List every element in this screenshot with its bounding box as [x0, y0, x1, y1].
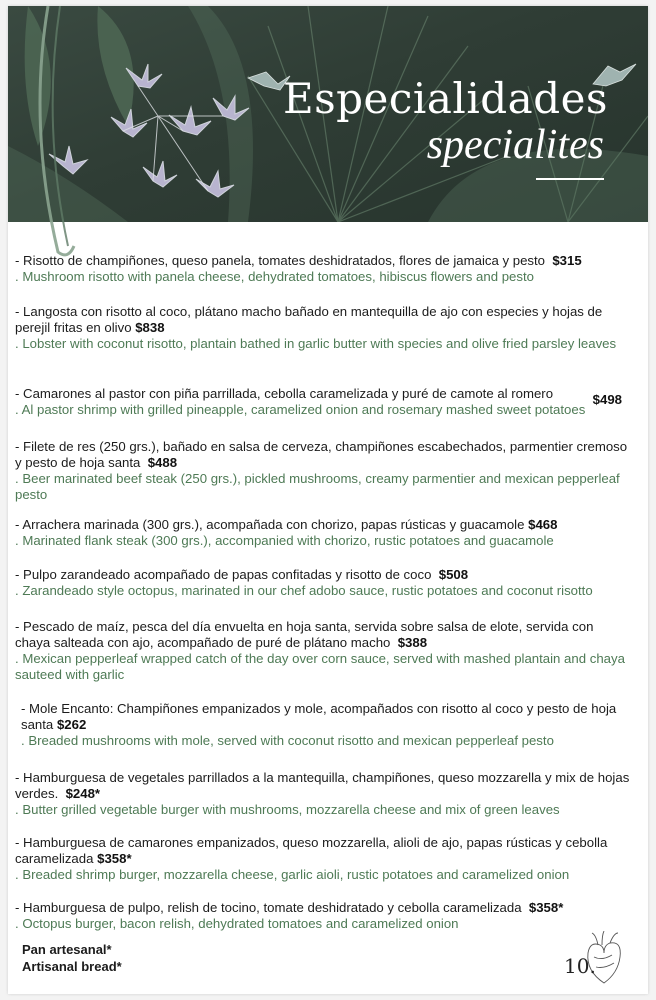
bread-note [22, 941, 122, 975]
item-description-en: . Zarandeado style octopus, marinated in our chef adobo sauce, rustic potatoes and coconut risotto [15, 583, 593, 598]
item-description-en: . Breaded mushrooms with mole, served with coconut risotto and mexican pepperleaf pesto [21, 733, 554, 748]
menu-item [15, 386, 630, 418]
item-price: $468 [528, 517, 558, 532]
item-description-es: - Camarones al pastor con piña parrillada, cebolla caramelizada y puré de camote al romero $498 [15, 386, 622, 407]
item-description-en: . Butter grilled vegetable burger with mushrooms, mozzarella cheese and mix of green leaves [15, 802, 560, 817]
item-description-en: . Octopus burger, bacon relish, dehydrated tomatoes and caramelized onion [15, 916, 459, 931]
item-description-es: - Pulpo zarandeado acompañado de papas confitadas y risotto de coco $508 [15, 567, 469, 582]
item-description-es: - Hamburguesa de pulpo, relish de tocino, tomate deshidratado y cebolla caramelizada $358* [15, 900, 564, 915]
header-banner [8, 6, 648, 222]
item-price: $358* [528, 900, 564, 915]
title-underline [536, 178, 604, 180]
item-price: $838 [135, 320, 165, 335]
menu-item [15, 835, 630, 883]
menu-item [15, 900, 630, 932]
bread-note-en: Artisanal bread* [22, 959, 122, 974]
item-description-en: . Mexican pepperleaf wrapped catch of the day over corn sauce, served with mashed plantain and chaya sauteed with garlic [15, 651, 625, 682]
page-title: Especialidades [282, 74, 608, 123]
menu-item [15, 619, 630, 683]
menu-item [21, 701, 629, 749]
item-description-en: . Marinated flank steak (300 grs.), accompanied with chorizo, rustic potatoes and guacamole [15, 533, 554, 548]
menu-page [8, 6, 648, 994]
item-description-es: - Mole Encanto: Champiñones empanizados y mole, acompañados con risotto al coco y pesto de hoja santa $262 [21, 701, 617, 732]
item-description-en: . Lobster with coconut risotto, plantain bathed in garlic butter with species and olive fried parsley leaves [15, 336, 617, 351]
item-description-en: . Beer marinated beef steak (250 grs.), pickled mushrooms, creamy parmentier and mexican pepperleaf pesto [15, 471, 620, 502]
item-price: $388 [397, 635, 428, 650]
item-description-en: . Breaded shrimp burger, mozzarella cheese, garlic aioli, rustic potatoes and caramelized onion [15, 867, 570, 882]
bread-note-es: Pan artesanal* [22, 942, 112, 957]
item-description-es: - Filete de res (250 grs.), bañado en salsa de cerveza, champiñones escabechados, parmentier cremoso y pesto de hoja santa $488 [15, 439, 628, 470]
item-price: $498 [592, 392, 622, 407]
item-description-es: - Hamburguesa de camarones empanizados, queso mozzarella, alioli de ajo, papas rústicas y cebolla caramelizada $358* [15, 835, 608, 866]
item-description-es: - Pescado de maíz, pesca del día envuelta en hoja santa, servida sobre salsa de elote, servida con chaya salteada con ajo, acompañado de puré de plátano macho $388 [15, 619, 594, 650]
item-description-es: - Langosta con risotto al coco, plátano macho bañado en mantequilla de ajo con especies y hojas de perejil fritas en olivo $838 [15, 304, 603, 335]
menu-item [15, 770, 630, 818]
item-price: $248* [65, 786, 101, 801]
item-price: $488 [147, 455, 178, 470]
item-description-en: . Al pastor shrimp with grilled pineapple, caramelized onion and rosemary mashed sweet potatoes [15, 402, 586, 417]
item-description-es: - Risotto de champiñones, queso panela, tomates deshidratados, flores de jamaica y pesto $315 [15, 253, 582, 268]
item-price: $508 [438, 567, 469, 582]
item-price: $262 [56, 717, 87, 732]
menu-item [15, 439, 630, 503]
menu-item [15, 517, 630, 549]
menu-item [15, 567, 630, 599]
item-description-es: - Arrachera marinada (300 grs.), acompañada con chorizo, papas rústicas y guacamole $468 [15, 517, 558, 532]
menu-item [15, 253, 630, 285]
page-subtitle: specialites [426, 122, 604, 168]
item-price: $358* [97, 851, 132, 866]
item-description-es: - Hamburguesa de vegetales parrillados a la mantequilla, champiñones, queso mozzarella y mix de hojas verdes. $248* [15, 770, 630, 801]
page-number: 10. [564, 954, 596, 978]
menu-item [15, 304, 630, 352]
item-description-en: . Mushroom risotto with panela cheese, dehydrated tomatoes, hibiscus flowers and pesto [15, 269, 534, 284]
item-price: $315 [552, 253, 582, 268]
